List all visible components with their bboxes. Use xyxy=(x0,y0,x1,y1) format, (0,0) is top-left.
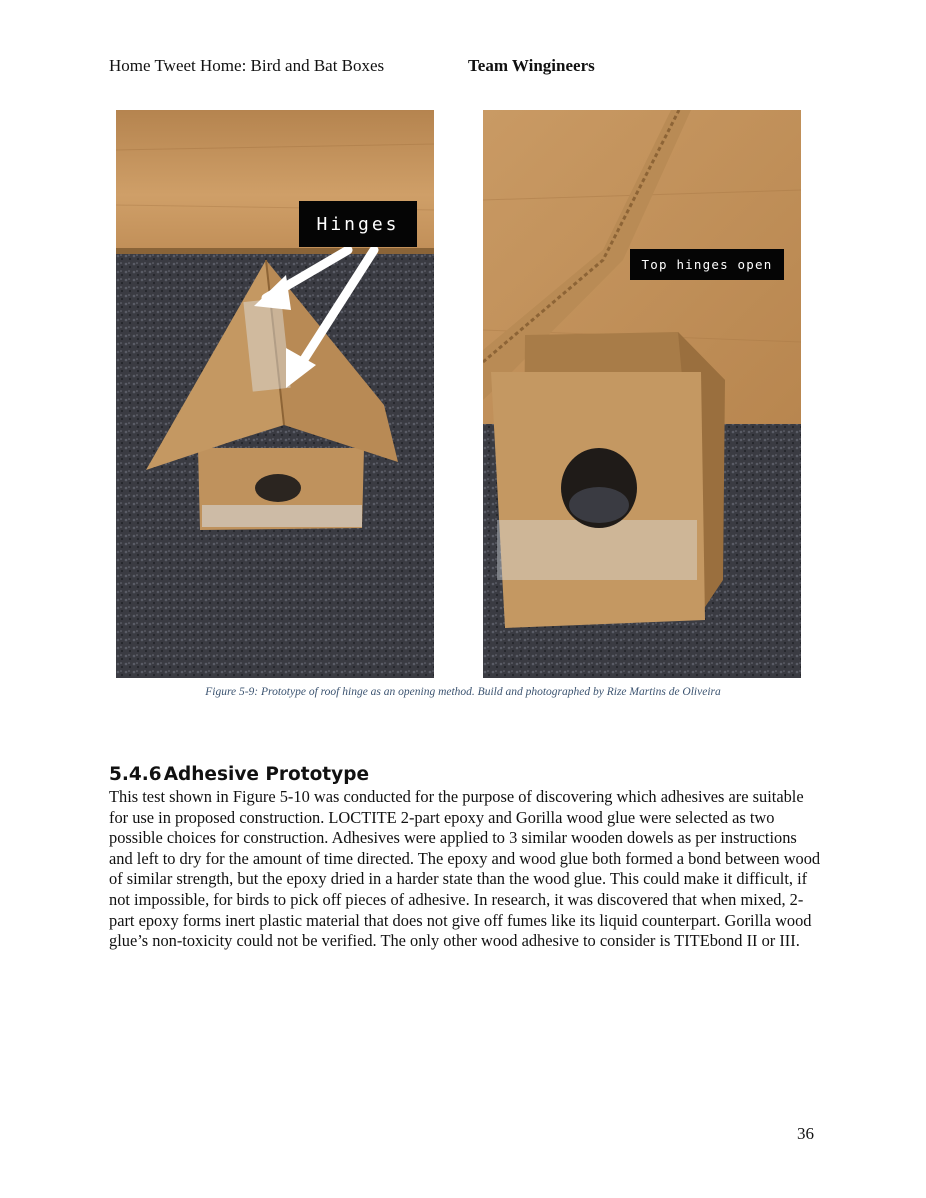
section-title: Adhesive Prototype xyxy=(163,764,370,785)
photo-roof-hinge-closed xyxy=(116,110,434,678)
section-heading xyxy=(109,764,369,785)
section-body: This test shown in Figure 5-10 was conducted for the purpose of discovering which adhesives are suitable for use in proposed construction. LOCTITE 2-part epoxy and Gorilla wood glue were selected as two possible choices for construction. Adhesives were applied to 3 similar wooden dowels as per instructions and left to dry for the amount of time directed. The epoxy and wood glue both formed a bond between wood of similar strength, but the epoxy dried in a harder state than the wood glue. This could make it difficult, if not impossible, for birds to pick off pieces of adhesive. In research, it was discovered that when mixed, 2-part epoxy forms inert plastic material that does not give off fumes like its liquid counterpart. Gorilla wood glue’s non-toxicity could not be verified. The only other wood adhesive to consider is TITEbond II or III. xyxy=(109,787,821,951)
photo-left-illustration xyxy=(116,110,434,678)
page-number: 36 xyxy=(797,1124,814,1143)
hinges-label: Hinges xyxy=(299,201,417,247)
photo-top-hinges-open xyxy=(483,110,801,678)
photo-right-illustration xyxy=(483,110,801,678)
header-title: Home Tweet Home: Bird and Bat Boxes xyxy=(109,56,385,75)
figure-caption: Figure 5-9: Prototype of roof hinge as an opening method. Build and photographed by Rize Martins de Oliveira xyxy=(205,686,721,698)
top-hinges-open-label: Top hinges open xyxy=(630,249,784,280)
section-number: 5.4.6 xyxy=(109,764,162,785)
header-team: Team Wingineers xyxy=(468,56,595,75)
